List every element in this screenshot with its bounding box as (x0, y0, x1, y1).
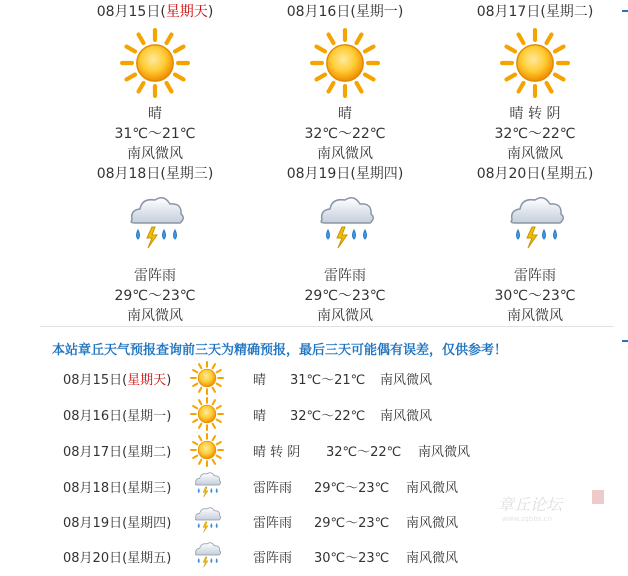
card-date: 08月20日 (476, 166, 541, 182)
forecast-card (60, 0, 250, 162)
row-wind: 南风微风 (406, 481, 459, 496)
card-wind: 南风微风 (507, 146, 563, 162)
row-weekday: 星期一 (127, 409, 167, 424)
card-weekday: 星期五 (545, 166, 588, 182)
corner-marker (622, 340, 628, 342)
row-condition: 雷阵雨 (253, 551, 293, 566)
forecast-row (0, 361, 628, 395)
row-condition: 雷阵雨 (253, 481, 293, 496)
forecast-notice: 本站章丘天气预报查询前三天为精确预报，最后三天可能偶有误差，仅供参考！ (52, 343, 508, 358)
forecast-row (0, 539, 628, 573)
sun-icon (120, 28, 190, 98)
row-date: 08月16日 (63, 409, 123, 424)
row-wind: 南风微风 (418, 445, 471, 460)
row-date: 08月20日 (63, 551, 123, 566)
row-date-line: 08月15日(星期天) (63, 373, 172, 388)
row-weekday: 星期天 (127, 373, 167, 388)
card-weekday: 星期一 (355, 4, 398, 20)
row-date: 08月17日 (63, 445, 123, 460)
card-temperature: 32℃～22℃ (494, 126, 576, 142)
card-temperature: 31℃～21℃ (114, 126, 196, 142)
card-date: 08月19日 (286, 166, 351, 182)
row-date: 08月18日 (63, 481, 123, 496)
card-wind: 南风微风 (317, 308, 373, 324)
thunderstorm-icon (190, 539, 224, 573)
card-temperature: 29℃～23℃ (114, 288, 196, 304)
card-condition: 雷阵雨 (514, 268, 556, 284)
thunderstorm-icon (500, 190, 570, 260)
sun-icon (190, 433, 224, 467)
card-condition: 晴 (148, 106, 162, 122)
row-temperature: 32℃～22℃ (326, 445, 402, 460)
row-weekday: 星期五 (127, 551, 167, 566)
forecast-card (440, 162, 628, 324)
row-temperature: 31℃～21℃ (290, 373, 366, 388)
thunderstorm-icon (190, 469, 224, 503)
card-weekday: 星期天 (165, 4, 208, 20)
forecast-card (250, 0, 440, 162)
row-date-line: 08月19日(星期四) (63, 516, 172, 531)
card-wind: 南风微风 (127, 146, 183, 162)
sun-icon (190, 397, 224, 431)
forecast-card (60, 162, 250, 324)
forecast-card (250, 162, 440, 324)
row-temperature: 29℃～23℃ (314, 481, 390, 496)
row-weekday: 星期三 (127, 481, 167, 496)
card-date: 08月18日 (96, 166, 161, 182)
row-date: 08月19日 (63, 516, 123, 531)
card-weekday: 星期二 (545, 4, 588, 20)
row-temperature: 29℃～23℃ (314, 516, 390, 531)
card-date-line: 08月17日(星期二) (476, 4, 594, 20)
forecast-row (0, 397, 628, 431)
card-date-line: 08月15日(星期天) (96, 4, 214, 20)
row-weekday: 星期四 (127, 516, 167, 531)
card-date-line: 08月18日(星期三) (96, 166, 214, 182)
forecast-row (0, 433, 628, 467)
forecast-card (440, 0, 628, 162)
card-wind: 南风微风 (507, 308, 563, 324)
row-condition: 雷阵雨 (253, 516, 293, 531)
row-date-line: 08月17日(星期二) (63, 445, 172, 460)
card-condition: 晴 转 阴 (509, 106, 561, 122)
card-date-line: 08月20日(星期五) (476, 166, 594, 182)
row-condition: 晴 转 阴 (253, 445, 301, 460)
sun-icon (190, 361, 224, 395)
row-wind: 南风微风 (406, 551, 459, 566)
site-watermark (496, 484, 608, 524)
row-date: 08月15日 (63, 373, 123, 388)
thunderstorm-icon (310, 190, 380, 260)
card-date-line: 08月19日(星期四) (286, 166, 404, 182)
section-divider (40, 326, 614, 327)
sun-icon (310, 28, 380, 98)
row-temperature: 32℃～22℃ (290, 409, 366, 424)
row-temperature: 30℃～23℃ (314, 551, 390, 566)
corner-marker (622, 10, 628, 12)
row-wind: 南风微风 (380, 409, 433, 424)
card-date-line: 08月16日(星期一) (286, 4, 404, 20)
card-date: 08月16日 (286, 4, 351, 20)
row-condition: 晴 (253, 373, 267, 388)
row-date-line: 08月16日(星期一) (63, 409, 172, 424)
card-condition: 雷阵雨 (134, 268, 176, 284)
card-weekday: 星期三 (165, 166, 208, 182)
row-date-line: 08月20日(星期五) (63, 551, 172, 566)
card-wind: 南风微风 (127, 308, 183, 324)
card-temperature: 29℃～23℃ (304, 288, 386, 304)
card-condition: 晴 (338, 106, 352, 122)
card-weekday: 星期四 (355, 166, 398, 182)
card-temperature: 30℃～23℃ (494, 288, 576, 304)
row-weekday: 星期二 (127, 445, 167, 460)
row-wind: 南风微风 (380, 373, 433, 388)
row-date-line: 08月18日(星期三) (63, 481, 172, 496)
svg-text:www.zqbbs.cn: www.zqbbs.cn (502, 515, 552, 523)
thunderstorm-icon (120, 190, 190, 260)
forecast-grid (40, 0, 614, 325)
card-wind: 南风微风 (317, 146, 373, 162)
card-date: 08月17日 (476, 4, 541, 20)
card-temperature: 32℃～22℃ (304, 126, 386, 142)
sun-icon (500, 28, 570, 98)
thunderstorm-icon (190, 504, 224, 538)
watermark-text: 章丘论坛 (498, 495, 563, 514)
card-condition: 雷阵雨 (324, 268, 366, 284)
row-wind: 南风微风 (406, 516, 459, 531)
card-date: 08月15日 (96, 4, 161, 20)
row-condition: 晴 (253, 409, 267, 424)
